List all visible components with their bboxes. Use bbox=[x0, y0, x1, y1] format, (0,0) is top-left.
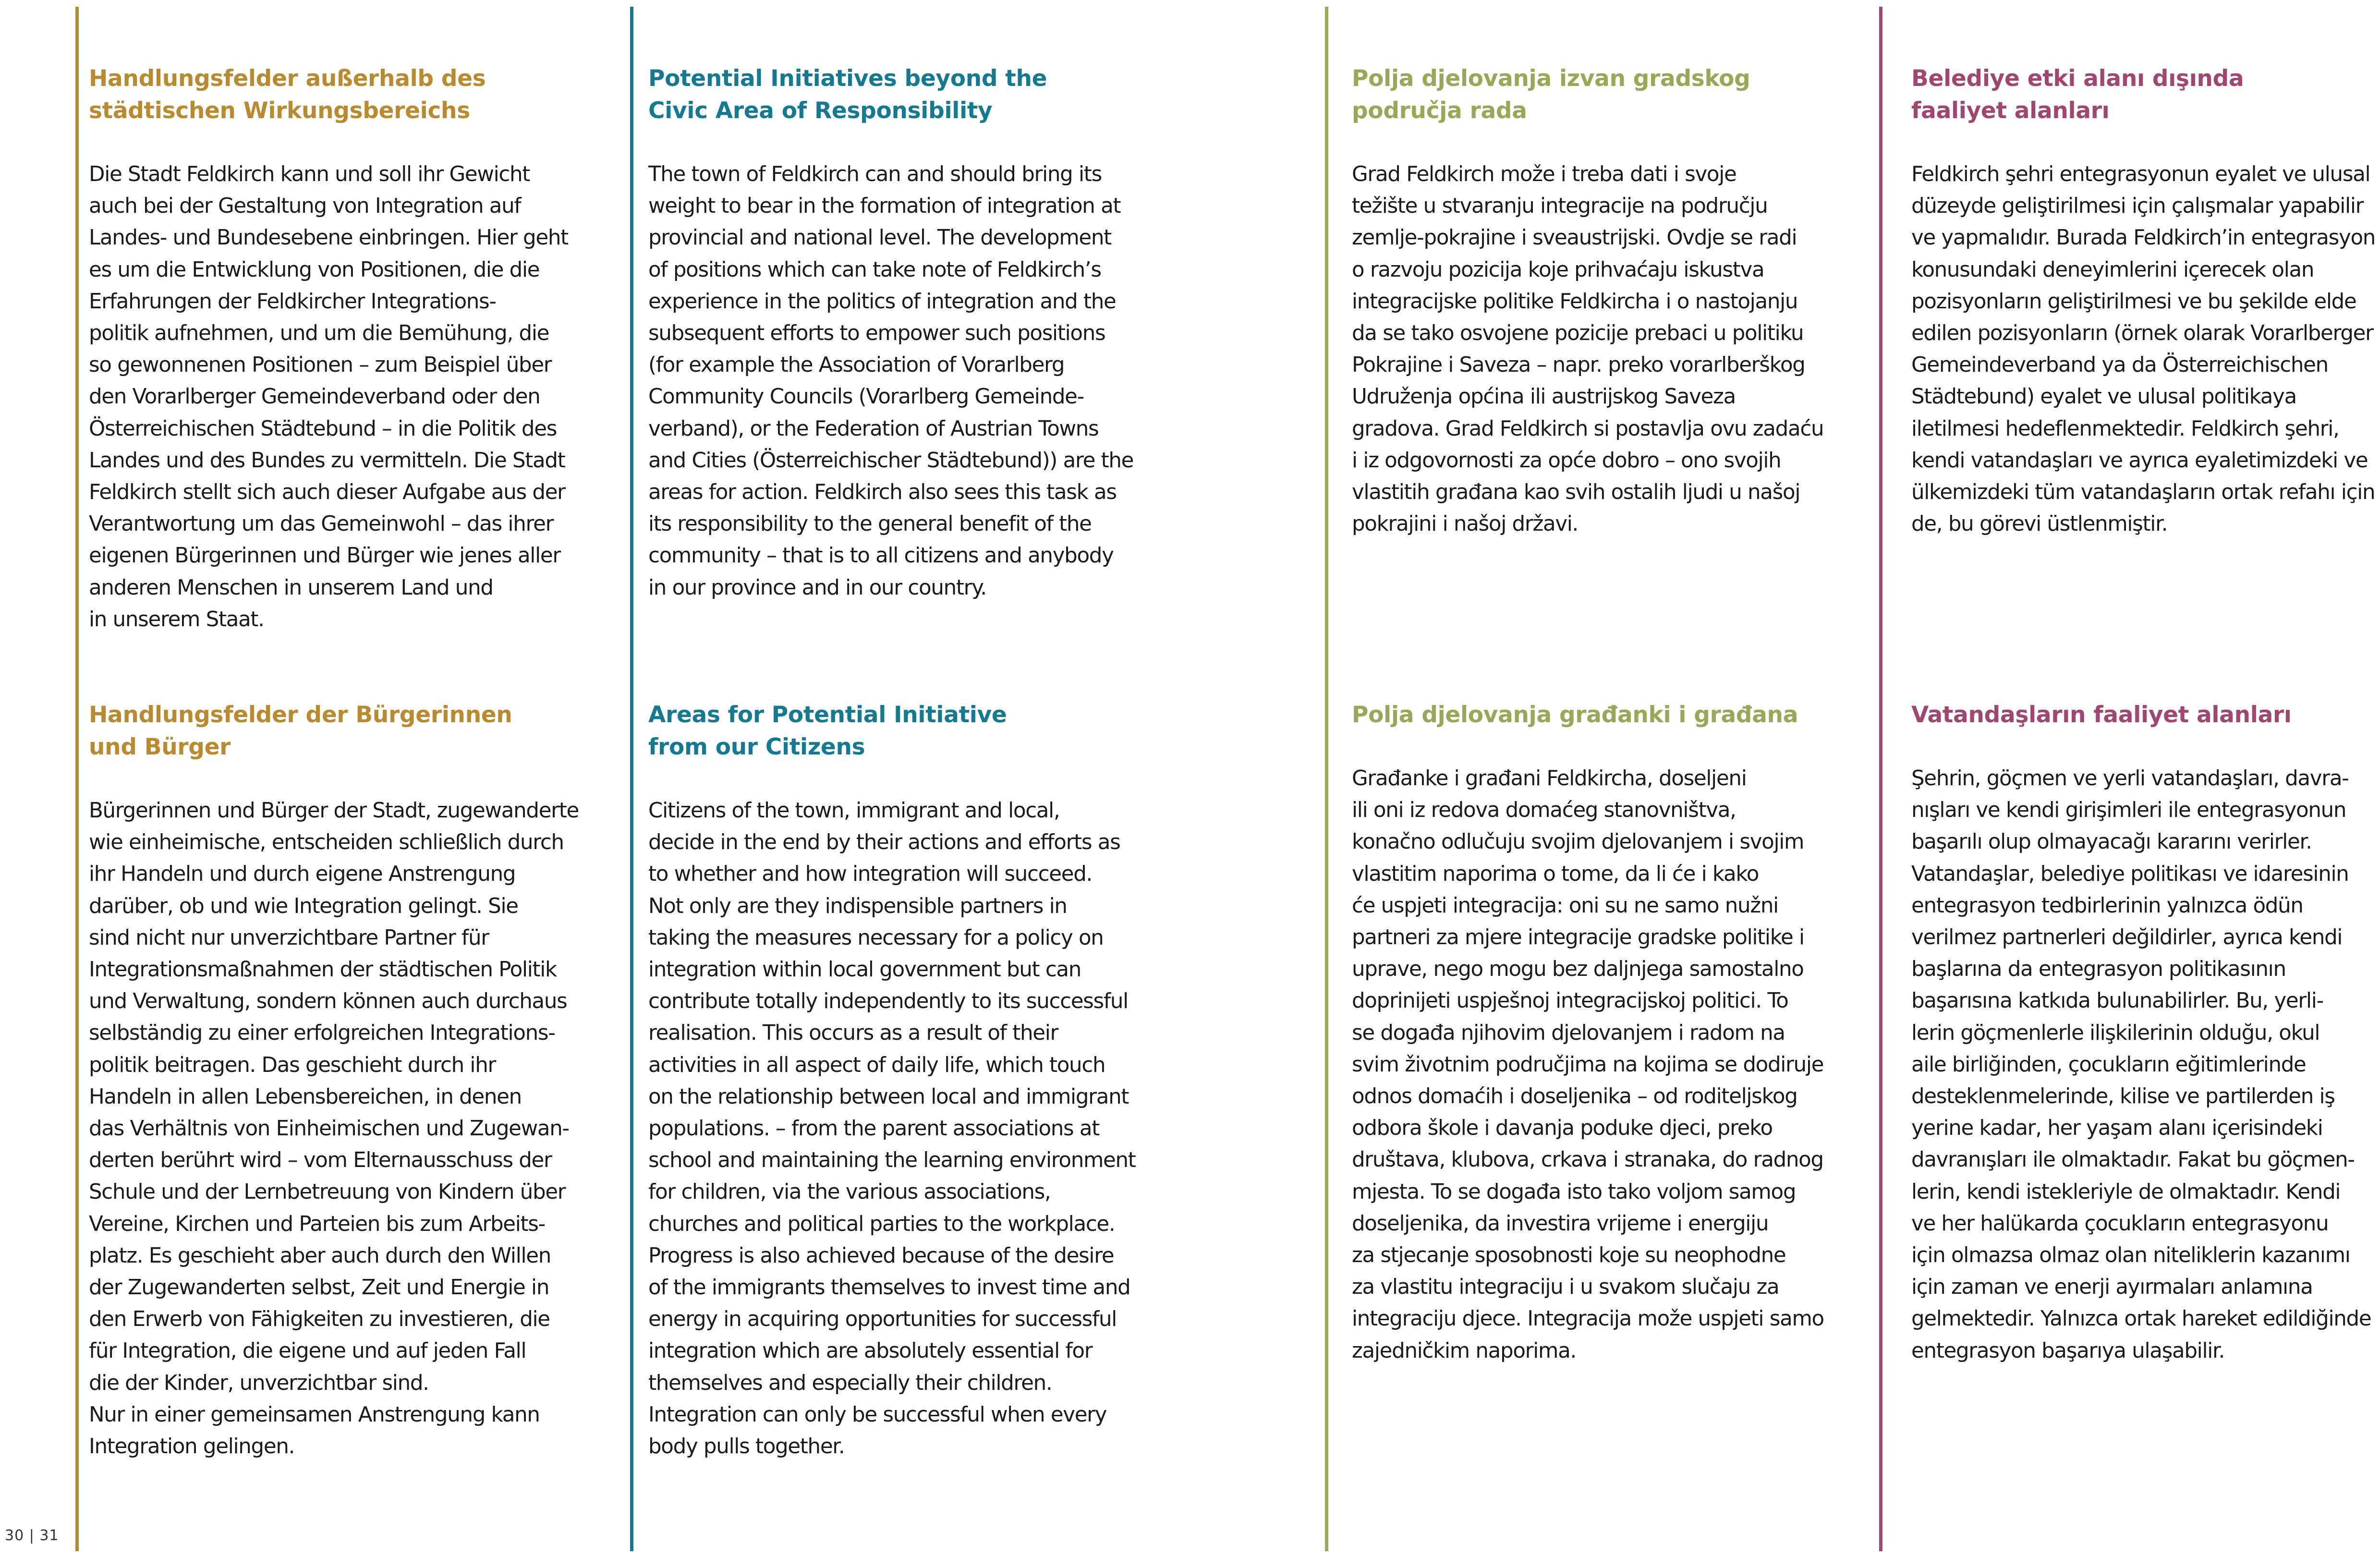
body-line: The town of Feldkirch can and should bring its bbox=[648, 162, 1102, 186]
heading-line: područja rada bbox=[1352, 97, 1527, 124]
body-line: wie einheimische, entscheiden schließlich durch bbox=[89, 830, 564, 855]
body-line: Grad Feldkirch može i treba dati i svoje bbox=[1352, 162, 1736, 186]
body-line: za vlastitu integraciju i u svakom slučaju za bbox=[1352, 1275, 1779, 1300]
body-line: und Verwaltung, sondern können auch durchaus bbox=[89, 989, 567, 1014]
body-line: ve her halükarda çocukların entegrasyonu bbox=[1911, 1211, 2329, 1236]
body-line: derten berührt wird – vom Elternausschuss der bbox=[89, 1148, 552, 1173]
body-line: (for example the Association of Vorarlberg bbox=[648, 353, 1065, 377]
body-line: Vatandaşlar, belediye politikası ve idaresinin bbox=[1911, 862, 2349, 886]
body-line: Integrationsmaßnahmen der städtischen Politik bbox=[89, 958, 557, 982]
body-line: eigenen Bürgerinnen und Bürger wie jenes aller bbox=[89, 544, 560, 568]
body-line: Erfahrungen der Feldkircher Integrations- bbox=[89, 289, 496, 314]
body-line: provincial and national level. The development bbox=[648, 226, 1111, 250]
heading-line: und Bürger bbox=[89, 734, 231, 760]
body-line: community – that is to all citizens and anybody bbox=[648, 544, 1114, 568]
section-english-2 bbox=[648, 699, 1136, 1462]
section-english-1 bbox=[648, 62, 1133, 604]
section-croatian-2 bbox=[1352, 699, 1824, 1367]
body-line: pozisyonların geliştirilmesi ve bu şekilde elde bbox=[1911, 289, 2356, 314]
body-line: taking the measures necessary for a policy on bbox=[648, 925, 1104, 950]
body-line: Pokrajine i Saveza – napr. preko vorarlberškog bbox=[1352, 353, 1805, 377]
body-line: selbständig zu einer erfolgreichen Integrations- bbox=[89, 1021, 555, 1045]
section-heading bbox=[1911, 699, 2371, 731]
body-line: odnos domaćih i doseljenika – od roditeljskog bbox=[1352, 1084, 1797, 1109]
body-line: gradova. Grad Feldkirch si postavlja ovu zadaću bbox=[1352, 416, 1824, 441]
body-line: için olmazsa olmaz olan niteliklerin kazanımı bbox=[1911, 1243, 2350, 1268]
body-line: entegrasyon tedbirlerinin yalnızca ödün bbox=[1911, 893, 2303, 918]
body-line: doprinijeti uspješnoj integracijskoj politici. To bbox=[1352, 989, 1788, 1013]
body-line: edilen pozisyonların (örnek olarak Vorarlberger bbox=[1911, 321, 2373, 346]
section-heading bbox=[1352, 699, 1824, 731]
body-line: in unserem Staat. bbox=[89, 607, 264, 632]
body-line: Nur in einer gemeinsamen Anstrengung kann bbox=[89, 1402, 540, 1427]
heading-line: from our Citizens bbox=[648, 734, 865, 760]
body-line: Community Councils (Vorarlberg Gemeinde- bbox=[648, 385, 1084, 409]
body-line: partneri za mjere integracije gradske politike i bbox=[1352, 925, 1804, 950]
body-line: svim životnim područjima na kojima se dodiruje bbox=[1352, 1052, 1824, 1077]
body-line: ili oni iz redova domaćeg stanovništva, bbox=[1352, 798, 1736, 823]
body-line: o razvoju pozicija koje prihvaćaju iskustva bbox=[1352, 257, 1764, 282]
body-line: darüber, ob und wie Integration gelingt. Sie bbox=[89, 894, 518, 918]
body-line: sind nicht nur unverzichtbare Partner für bbox=[89, 925, 489, 950]
body-line: aile birliğinden, çocukların eğitimlerinde bbox=[1911, 1052, 2306, 1077]
body-line: gelmektedir. Yalnızca ortak hareket edildiğinde bbox=[1911, 1307, 2371, 1331]
body-line: so gewonnenen Positionen – zum Beispiel über bbox=[89, 353, 552, 377]
heading-line: Handlungsfelder der Bürgerinnen bbox=[89, 702, 512, 728]
body-line: Vereine, Kirchen und Parteien bis zum Arbeits- bbox=[89, 1212, 546, 1236]
body-line: ülkemizdeki tüm vatandaşların ortak refahı için bbox=[1911, 480, 2375, 505]
body-line: Städtebund) eyalet ve ulusal politikaya bbox=[1911, 385, 2296, 409]
heading-line: Polja djelovanja izvan gradskog bbox=[1352, 65, 1750, 92]
body-line: its responsibility to the general benefit of the bbox=[648, 512, 1092, 536]
body-line: and Cities (Österreichischer Städtebund)) are the bbox=[648, 448, 1134, 473]
body-line: school and maintaining the learning environment bbox=[648, 1148, 1136, 1173]
body-line: Progress is also achieved because of the desire bbox=[648, 1243, 1114, 1268]
body-line: Landes und des Bundes zu vermitteln. Die Stadt bbox=[89, 448, 565, 473]
section-german-2 bbox=[89, 699, 579, 1462]
body-line: za stjecanje sposobnosti koje su neophodne bbox=[1352, 1243, 1786, 1268]
body-line: anderen Menschen in unserem Land und bbox=[89, 575, 493, 600]
body-line: društava, klubova, crkava i stranaka, do radnog bbox=[1352, 1148, 1823, 1172]
body-line: der Zugewanderten selbst, Zeit und Energie in bbox=[89, 1276, 549, 1300]
body-line: of the immigrants themselves to invest time and bbox=[648, 1276, 1130, 1300]
body-line: politik aufnehmen, und um die Bemühung, die bbox=[89, 321, 549, 346]
body-line: of positions which can take note of Feldkirch’s bbox=[648, 257, 1101, 282]
body-line: integration within local government but can bbox=[648, 958, 1081, 982]
body-line: body pulls together. bbox=[648, 1434, 845, 1459]
body-line: auch bei der Gestaltung von Integration auf bbox=[89, 194, 521, 219]
body-line: Integration can only be successful when every bbox=[648, 1402, 1107, 1427]
column-rule-en bbox=[630, 7, 633, 1551]
body-line: es um die Entwicklung von Positionen, die die bbox=[89, 257, 540, 282]
body-line: lerin, kendi istekleriyle de olmaktadır. Kendi bbox=[1911, 1179, 2341, 1204]
body-line: for children, via the various associations, bbox=[648, 1180, 1051, 1204]
body-line: energy in acquiring opportunities for successful bbox=[648, 1307, 1117, 1332]
heading-line: Belediye etki alanı dışında bbox=[1911, 65, 2244, 92]
section-heading bbox=[1352, 62, 1823, 127]
body-line: düzeyde geliştirilmesi için çalışmalar yapabilir bbox=[1911, 194, 2364, 219]
body-line: den Vorarlberger Gemeindeverband oder den bbox=[89, 385, 540, 409]
body-line: weight to bear in the formation of integration at bbox=[648, 194, 1121, 219]
heading-line: Potential Initiatives beyond the bbox=[648, 65, 1047, 92]
section-heading bbox=[648, 62, 1133, 127]
body-line: başarısına katkıda bulunabilirler. Bu, yerli- bbox=[1911, 989, 2323, 1013]
body-line: de, bu görevi üstlenmiştir. bbox=[1911, 512, 2168, 536]
body-line: contribute totally independently to its successful bbox=[648, 989, 1128, 1014]
body-line: desteklenmelerinde, kilise ve partilerden iş bbox=[1911, 1084, 2335, 1109]
heading-line: faaliyet alanları bbox=[1911, 97, 2110, 124]
heading-line: städtischen Wirkungsbereichs bbox=[89, 97, 470, 124]
body-line: lerin göçmenlerle ilişkilerinin olduğu, okul bbox=[1911, 1021, 2320, 1045]
body-line: da se tako osvojene pozicije prebaci u politiku bbox=[1352, 321, 1804, 346]
body-line: başarılı olup olmayacağı kararını verirler. bbox=[1911, 830, 2312, 854]
body-line: platz. Es geschieht aber auch durch den Willen bbox=[89, 1243, 551, 1268]
body-line: nışları ve kendi girişimleri ile entegrasyonun bbox=[1911, 798, 2346, 823]
section-body bbox=[1352, 158, 1823, 540]
section-heading bbox=[89, 62, 568, 127]
body-line: Die Stadt Feldkirch kann und soll ihr Gewicht bbox=[89, 162, 530, 186]
body-line: den Erwerb von Fähigkeiten zu investieren, die bbox=[89, 1307, 550, 1332]
body-line: uprave, nego mogu bez daljnjega samostalno bbox=[1352, 957, 1804, 982]
body-line: kendi vatandaşları ve ayrıca eyaletimizdeki ve bbox=[1911, 448, 2368, 473]
body-line: für Integration, die eigene und auf jeden Fall bbox=[89, 1339, 526, 1363]
body-line: Bürgerinnen und Bürger der Stadt, zugewanderte bbox=[89, 799, 579, 823]
body-line: Handeln in allen Lebensbereichen, in denen bbox=[89, 1084, 522, 1109]
body-line: vlastitim naporima o tome, da li će i kako bbox=[1352, 862, 1759, 886]
column-rule-tr bbox=[1879, 7, 1882, 1551]
body-line: populations. – from the parent associations at bbox=[648, 1117, 1100, 1141]
body-line: vlastitih građana kao svih ostalih ljudi u našoj bbox=[1352, 480, 1800, 505]
section-croatian-1 bbox=[1352, 62, 1823, 540]
body-line: davranışları ile olmaktadır. Fakat bu göçmen- bbox=[1911, 1148, 2355, 1172]
body-line: mjesta. To se događa isto tako voljom samog bbox=[1352, 1179, 1796, 1204]
heading-line: Polja djelovanja građanki i građana bbox=[1352, 702, 1798, 728]
section-body bbox=[1911, 158, 2375, 540]
body-line: Landes- und Bundesebene einbringen. Hier geht bbox=[89, 226, 568, 250]
body-line: themselves and especially their children. bbox=[648, 1371, 1052, 1395]
body-line: Feldkirch stellt sich auch dieser Aufgabe aus der bbox=[89, 480, 565, 505]
heading-line: Civic Area of Responsibility bbox=[648, 97, 993, 124]
body-line: activities in all aspect of daily life, which touch bbox=[648, 1053, 1105, 1077]
body-line: için zaman ve enerji ayırmaları anlamına bbox=[1911, 1275, 2313, 1300]
body-line: entegrasyon başarıya ulaşabilir. bbox=[1911, 1338, 2225, 1363]
body-line: subsequent efforts to empower such positions bbox=[648, 321, 1105, 346]
body-line: integraciju djece. Integracija može uspjeti samo bbox=[1352, 1307, 1824, 1331]
body-line: yerine kadar, her yaşam alanı içerisindeki bbox=[1911, 1116, 2323, 1141]
section-heading bbox=[648, 699, 1136, 763]
section-body bbox=[1352, 763, 1824, 1367]
body-line: konusundaki deneyimlerini içerecek olan bbox=[1911, 257, 2314, 282]
column-rule-de bbox=[75, 7, 79, 1551]
body-line: verband), or the Federation of Austrian Towns bbox=[648, 416, 1099, 441]
body-line: se događa njihovim djelovanjem i radom na bbox=[1352, 1021, 1785, 1045]
column-rule-hr bbox=[1325, 7, 1328, 1551]
body-line: in our province and in our country. bbox=[648, 575, 986, 600]
body-line: integration which are absolutely essential for bbox=[648, 1339, 1093, 1363]
body-line: ihr Handeln und durch eigene Anstrengung bbox=[89, 862, 516, 887]
body-line: die der Kinder, unverzichtbar sind. bbox=[89, 1371, 429, 1395]
body-line: će uspjeti integracija: oni su ne samo nužni bbox=[1352, 893, 1778, 918]
section-heading bbox=[1911, 62, 2375, 127]
body-line: zemlje-pokrajine i sveaustrijski. Ovdje se radi bbox=[1352, 226, 1797, 250]
section-turkish-1 bbox=[1911, 62, 2375, 540]
body-line: on the relationship between local and immigrant bbox=[648, 1084, 1129, 1109]
section-body bbox=[1911, 763, 2371, 1367]
body-line: Feldkirch şehri entegrasyonun eyalet ve ulusal bbox=[1911, 162, 2370, 186]
body-line: doseljenika, da investira vrijeme i energiju bbox=[1352, 1211, 1769, 1236]
section-body bbox=[89, 158, 568, 635]
body-line: težište u stvaranju integracije na području bbox=[1352, 194, 1768, 219]
heading-line: Areas for Potential Initiative bbox=[648, 702, 1007, 728]
section-body bbox=[648, 158, 1133, 604]
body-line: churches and political parties to the workplace. bbox=[648, 1212, 1115, 1236]
heading-line: Vatandaşların faaliyet alanları bbox=[1911, 702, 2292, 728]
body-line: decide in the end by their actions and efforts as bbox=[648, 830, 1120, 855]
body-line: Integration gelingen. bbox=[89, 1434, 295, 1459]
body-line: verilmez partnerleri değildirler, ayrıca kendi bbox=[1911, 925, 2343, 950]
body-line: politik beitragen. Das geschieht durch ihr bbox=[89, 1053, 496, 1077]
body-line: zajedničkim naporima. bbox=[1352, 1338, 1576, 1363]
heading-line: Handlungsfelder außerhalb des bbox=[89, 65, 486, 92]
body-line: Schule und der Lernbetreuung von Kindern über bbox=[89, 1180, 566, 1204]
page-number: 30 | 31 bbox=[5, 1527, 59, 1544]
body-line: Citizens of the town, immigrant and local, bbox=[648, 799, 1060, 823]
section-body bbox=[89, 795, 579, 1462]
body-line: pokrajini i našoj državi. bbox=[1352, 512, 1579, 536]
section-body bbox=[648, 795, 1136, 1462]
body-line: Građanke i građani Feldkircha, doseljeni bbox=[1352, 766, 1747, 790]
body-line: ve yapmalıdır. Burada Feldkirch’in entegrasyon bbox=[1911, 226, 2376, 250]
body-line: konačno odlučuju svojim djelovanjem i svojim bbox=[1352, 830, 1804, 854]
body-line: i iz odgovornosti za opće dobro – ono svojih bbox=[1352, 448, 1781, 473]
section-turkish-2 bbox=[1911, 699, 2371, 1367]
body-line: başlarına da entegrasyon politikasının bbox=[1911, 957, 2286, 982]
section-german-1 bbox=[89, 62, 568, 635]
body-line: Gemeindeverband ya da Österreichischen bbox=[1911, 353, 2328, 377]
body-line: integracijske politike Feldkircha i o nastojanju bbox=[1352, 289, 1798, 314]
body-line: das Verhältnis von Einheimischen und Zugewan- bbox=[89, 1117, 569, 1141]
section-heading bbox=[89, 699, 579, 763]
body-line: iletilmesi hedeflenmektedir. Feldkirch şehri, bbox=[1911, 416, 2339, 441]
body-line: Österreichischen Städtebund – in die Politik des bbox=[89, 416, 557, 441]
body-line: odbora škole i davanja poduke djeci, preko bbox=[1352, 1116, 1773, 1141]
body-line: experience in the politics of integration and the bbox=[648, 289, 1116, 314]
body-line: Not only are they indispensible partners in bbox=[648, 894, 1067, 918]
body-line: Şehrin, göçmen ve yerli vatandaşları, davra- bbox=[1911, 766, 2349, 790]
body-line: to whether and how integration will succeed. bbox=[648, 862, 1093, 887]
body-line: Verantwortung um das Gemeinwohl – das ihrer bbox=[89, 512, 554, 536]
body-line: realisation. This occurs as a result of their bbox=[648, 1021, 1058, 1045]
body-line: Udruženja općina ili austrijskog Saveza bbox=[1352, 385, 1736, 409]
body-line: areas for action. Feldkirch also sees this task as bbox=[648, 480, 1117, 505]
